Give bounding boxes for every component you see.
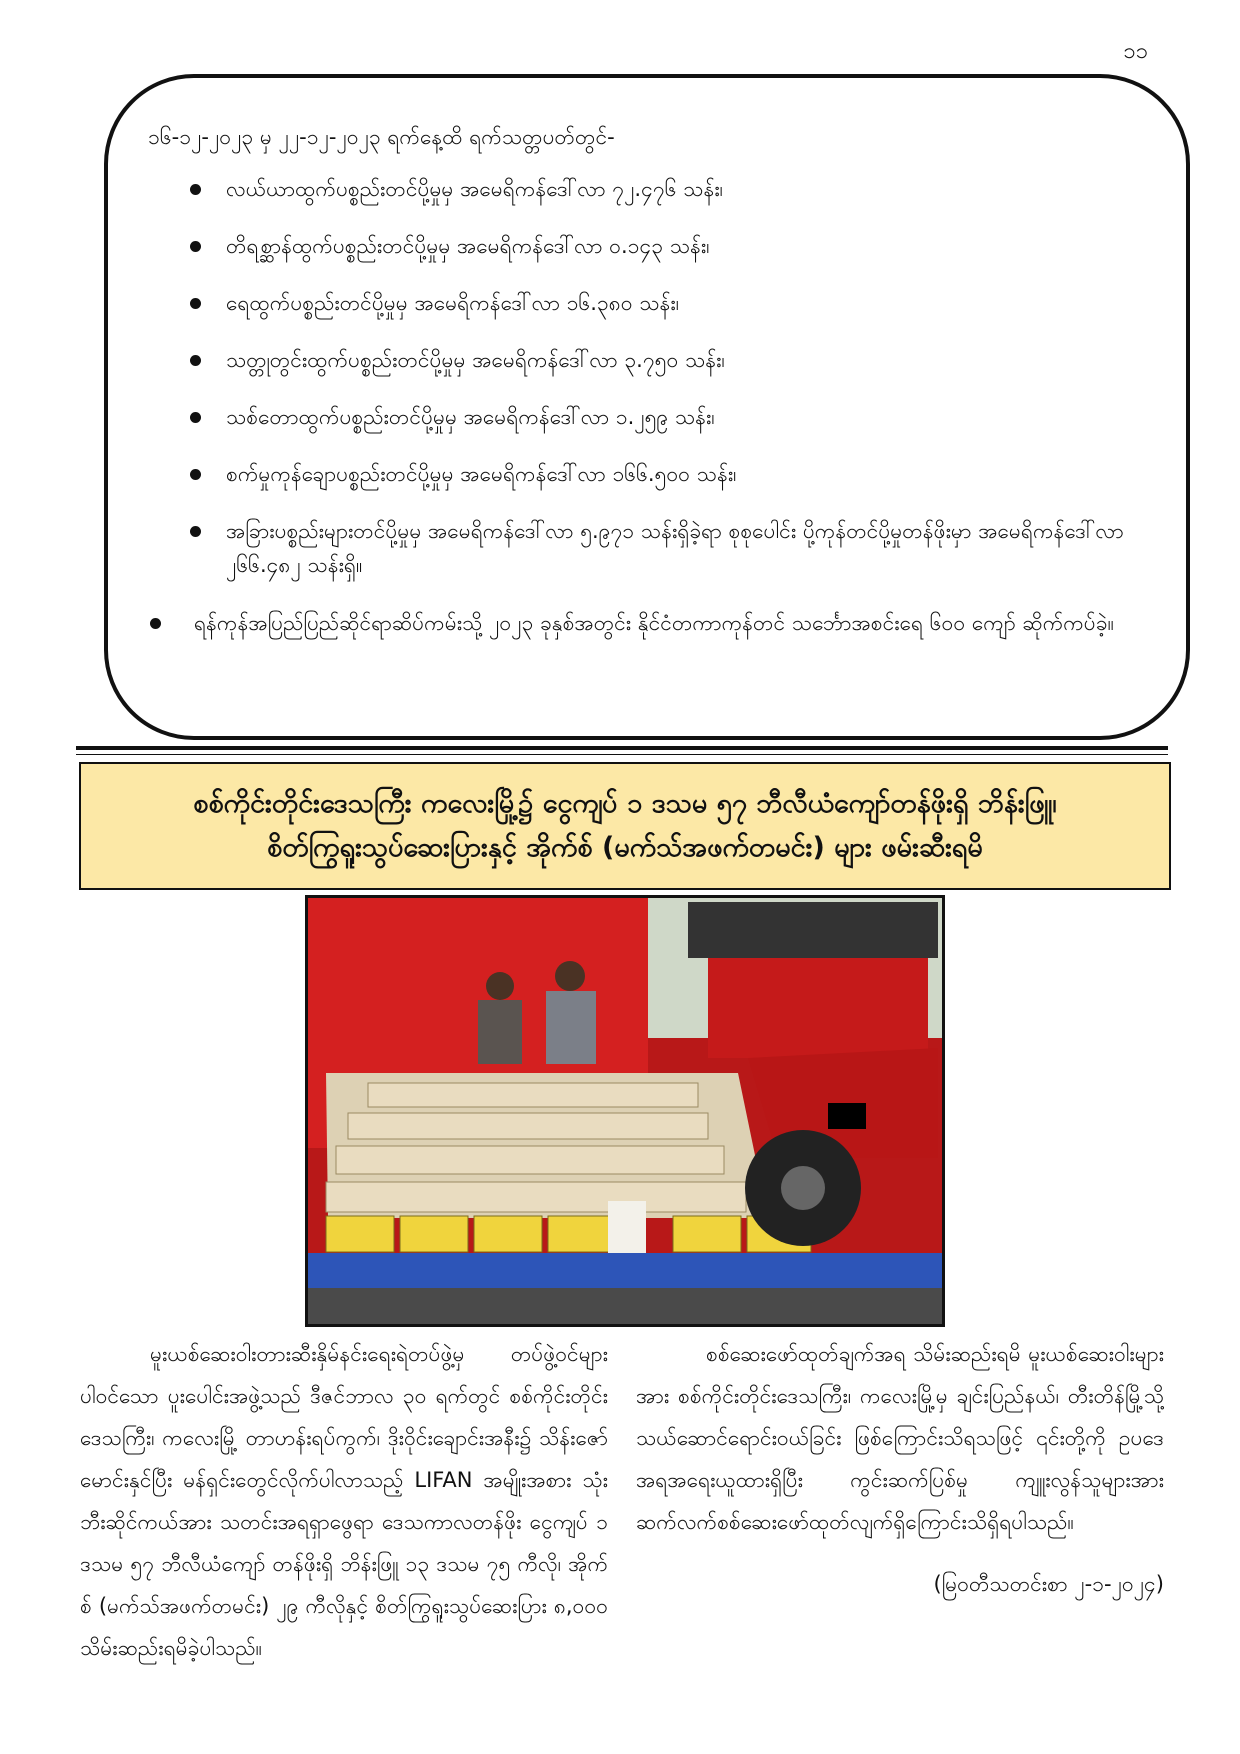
article-paragraph-right: စစ်ဆေးဖော်ထုတ်ချက်အရ သိမ်းဆည်းရမိ မူးယစ်ဆေးဝါးများအား စစ်ကိုင်းတိုင်းဒေသကြီး၊ ကလေးမြို့မှ ချင်းပြည်နယ်၊ တီးတိန်မြို့သို့ သယ်ဆောင်ရောင်းဝယ်ခြင်း ဖြစ်ကြောင်းသိရသဖြင့် ၎င်းတို့ကို ဥပဒေအရအရေးယူထားရှိပြီး ကွင်းဆက်ပြစ်မှု ကျူးလွန်သူများအား ဆက်လက်စစ်ဆေးဖော်ထုတ်လျက်ရှိကြောင်းသိရှိရပါသည်။ (636, 1342, 1164, 1534)
bullet-icon (190, 184, 201, 195)
list-item-text: လယ်ယာထွက်ပစ္စည်းတင်ပို့မှုမှ အမေရိကန်ဒေါ်လာ ၇၂.၄၇၆ သန်း၊ (226, 177, 724, 201)
export-item-mining (190, 343, 1146, 377)
list-item-text: ရေထွက်ပစ္စည်းတင်ပို့မှုမှ အမေရိကန်ဒေါ်လာ ၁၆.၃၈၀ သန်း၊ (226, 291, 680, 315)
export-list (148, 172, 1146, 582)
bullet-icon (190, 469, 201, 480)
bullet-icon (190, 412, 201, 423)
list-item-text: တိရစ္ဆာန်ထွက်ပစ္စည်းတင်ပို့မှုမှ အမေရိကန်ဒေါ်လာ ၀.၁၄၃ သန်း၊ (226, 234, 710, 258)
export-item-others-total (190, 514, 1146, 582)
port-note-text: ရန်ကုန်အပြည်ပြည်ဆိုင်ရာဆိပ်ကမ်းသို့ ၂၀၂၃ ခုနှစ်အတွင်း နိုင်ငံတကာကုန်တင် သင်္ဘောအစင်းရေ ၆၀၀ ကျော် ဆိုက်ကပ်ခဲ့။ (194, 611, 1114, 635)
list-item-text: အခြားပစ္စည်းများတင်ပို့မှုမှ အမေရိကန်ဒေါ်လာ ၅.၉၇၁ သန်းရှိခဲ့ရာ စုစုပေါင်း ပို့ကုန်တင်ပို့မှုတန်ဖိုးမှာ အမေရိကန်ဒေါ်လာ ၂၆၆.၄၈၂ သန်းရှိ။ (226, 519, 1124, 577)
bullet-icon (190, 355, 201, 366)
seizure-photo-illustration (308, 898, 942, 1324)
export-item-forestry (190, 400, 1146, 434)
page-number: ၁၁ (1123, 39, 1148, 64)
list-item-text: သစ်တောထွက်ပစ္စည်းတင်ပို့မှုမှ အမေရိကန်ဒေါ်လာ ၁.၂၅၉ သန်း၊ (226, 405, 715, 429)
section-divider-thin (76, 754, 1168, 755)
article-column-right (636, 1333, 1164, 1605)
section-divider (76, 746, 1168, 750)
export-item-agriculture (190, 172, 1146, 206)
bullet-icon (190, 526, 201, 537)
article-paragraph-left: မူးယစ်ဆေးဝါးတားဆီးနှိမ်နင်းရေးရဲတပ်ဖွဲ့မှ တပ်ဖွဲ့ဝင်များ ပါဝင်သော ပူးပေါင်းအဖွဲ့သည် ဒီဇင်ဘာလ ၃၀ ရက်တွင် စစ်ကိုင်းတိုင်းဒေသကြီး၊ ကလေးမြို့ တာဟန်းရပ်ကွက်၊ ဒိုးဝိုင်းချောင်းအနီး၌ သိန်းဇော်မောင်းနှင်ပြီး မန်ရှင်းတွေင်လိုက်ပါလာသည့် LIFAN အမျိုးအစား သုံးဘီးဆိုင်ကယ်အား သတင်းအရရှာဖွေရာ ဒေသကာလတန်ဖိုး ငွေကျပ် ၁ ဒသမ ၅၇ ဘီလီယံကျော် တန်ဖိုးရှိ ဘိန်းဖြူ ၁၃ ဒသမ ၇၅ ကီလို၊ အိုက်စ် (မက်သ်အဖက်တမင်း) ၂၉ ကီလိုနှင့် စိတ်ကြွရူးသွပ်ဆေးပြား ၈,၀၀၀ သိမ်းဆည်းရမိခဲ့ပါသည်။ (80, 1342, 608, 1660)
bullet-icon (190, 298, 201, 309)
summary-intro: ၁၆-၁၂-၂၀၂၃ မှ ၂၂-၁၂-၂၀၂၃ ရက်နေ့ထိ ရက်သတ္တပတ်တွင်- (148, 125, 615, 149)
export-summary-box (104, 74, 1190, 740)
news-headline (79, 762, 1171, 890)
list-item-text: စက်မှုကုန်ချောပစ္စည်းတင်ပို့မှုမှ အမေရိကန်ဒေါ်လာ ၁၆၆.၅၀၀ သန်း၊ (226, 462, 737, 486)
headline-line-1: စစ်ကိုင်းတိုင်းဒေသကြီး ကလေးမြို့၌ ငွေကျပ် ၁ ဒသမ ၅၇ ဘီလီယံကျော်တန်ဖိုးရှိ ဘိန်းဖြူ၊ (193, 788, 1057, 819)
article-source: (မြဝတီသတင်းစာ ၂-၁-၂၀၂၄) (933, 1572, 1164, 1596)
bullet-icon (150, 618, 161, 629)
port-note (148, 605, 1146, 641)
export-item-animal (190, 229, 1146, 263)
bullet-icon (190, 241, 201, 252)
seizure-photo (305, 895, 945, 1327)
export-item-manufacturing (190, 457, 1146, 491)
export-item-fishery (190, 286, 1146, 320)
headline-line-2: စိတ်ကြွရူးသွပ်ဆေးပြားနှင့် အိုက်စ် (မက်သ်အဖက်တမင်း) များ ဖမ်းဆီးရမိ (267, 832, 983, 863)
list-item-text: သတ္တုတွင်းထွက်ပစ္စည်းတင်ပို့မှုမှ အမေရိကန်ဒေါ်လာ ၃.၇၅၀ သန်း၊ (226, 348, 725, 372)
article-column-left (80, 1333, 608, 1669)
